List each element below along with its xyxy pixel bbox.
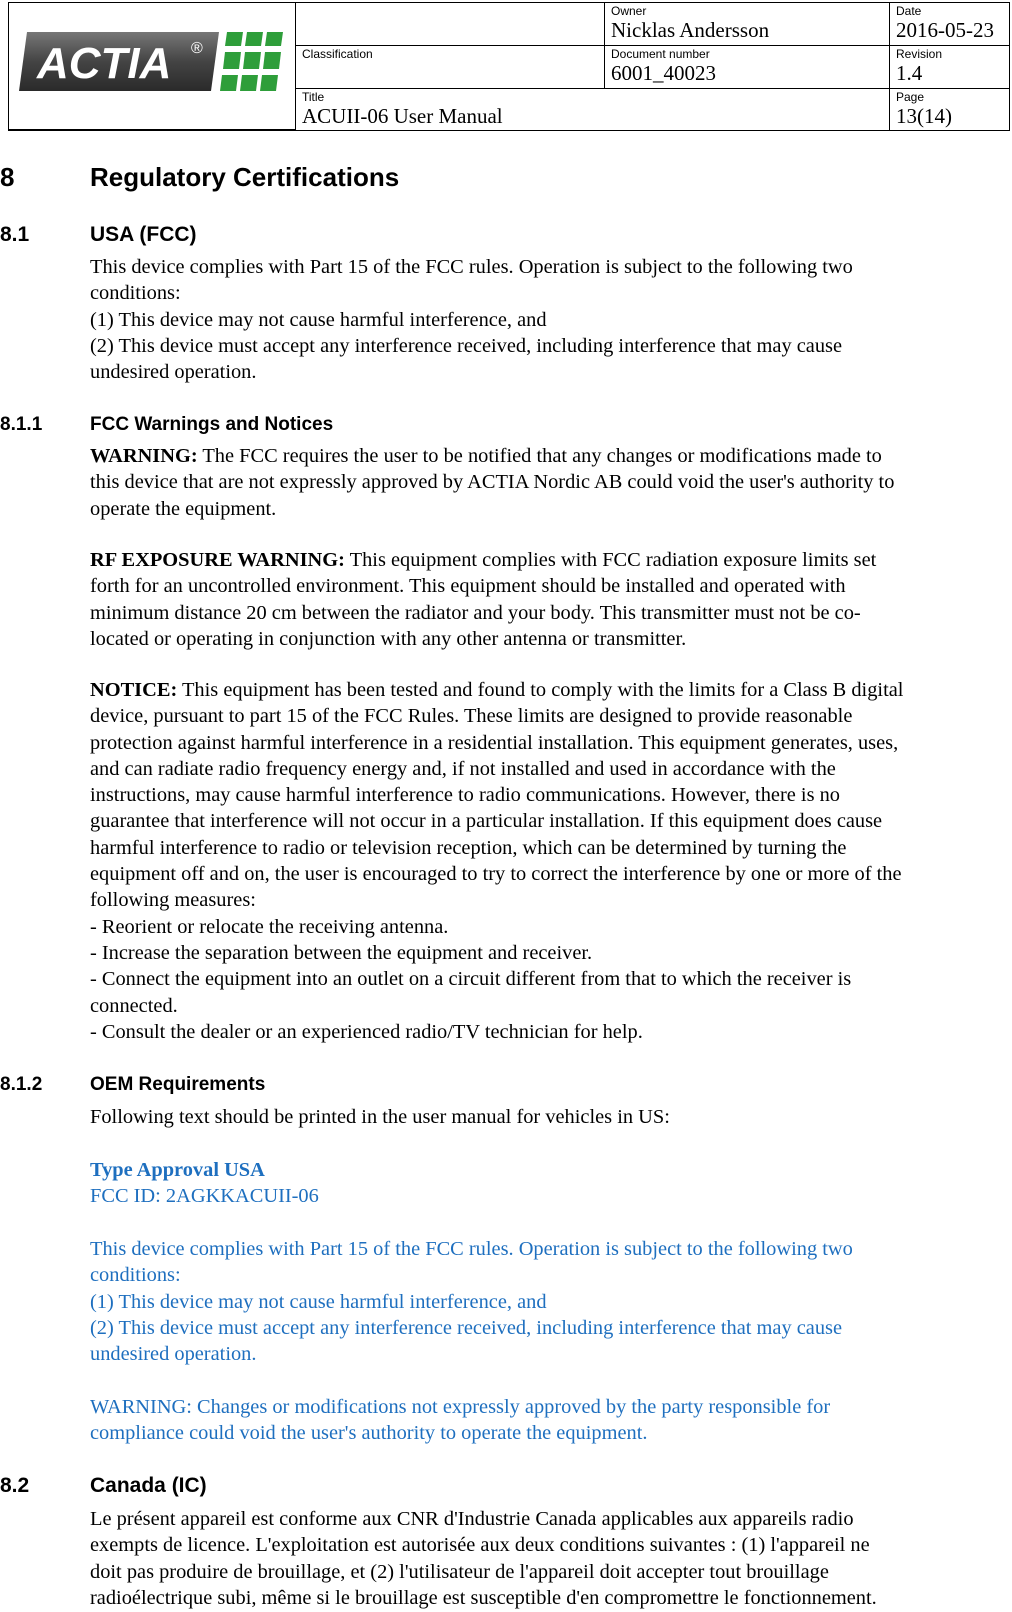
type-approval-block [90, 1157, 1005, 1210]
text-line: WARNING: Changes or modifications not expressly approved by the party responsible for [90, 1396, 831, 1418]
text-line: - Reorient or relocate the receiving antenna. [90, 915, 449, 938]
owner-label: Owner [611, 4, 647, 18]
owner-cell [605, 3, 890, 46]
text-line: Following text should be printed in the user manual for vehicles in US: [90, 1106, 670, 1128]
logo-cell [9, 3, 296, 130]
text-line: following measures: [90, 889, 256, 912]
revision-label: Revision [896, 47, 943, 61]
text-line: The FCC requires the user to be notified that any changes or modifications made to [197, 445, 882, 467]
text-line: undesired operation. [90, 361, 257, 384]
text-line: undesired operation. [90, 1343, 257, 1366]
date-cell [890, 3, 1009, 46]
section-number: 8.1.1 [0, 414, 43, 435]
svg-text:®: ® [191, 40, 203, 57]
notice-paragraph [90, 677, 1005, 1045]
title-label: Title [302, 90, 325, 104]
date-label: Date [896, 4, 922, 18]
document-number-cell [605, 46, 890, 89]
text-line: device, pursuant to part 15 of the FCC Rules. These limits are designed to provide reasonable [90, 705, 853, 728]
text-line: This equipment has been tested and found to comply with the limits for a Class B digital [177, 679, 904, 701]
text-line: protection against harmful interference in a residential installation. This equipment generates, uses, [90, 731, 899, 754]
text-line: (1) This device may not cause harmful interference, and [90, 1290, 547, 1313]
text-line: forth for an uncontrolled environment. This equipment should be installed and operated with [90, 575, 846, 598]
canada-paragraph [90, 1506, 1005, 1611]
section-number: 8.1.2 [0, 1074, 43, 1095]
oem-intro [90, 1104, 1005, 1130]
actia-logo [15, 29, 285, 99]
page-label: Page [896, 90, 925, 104]
page-value: 13(14) [896, 104, 952, 128]
title-cell [296, 89, 890, 130]
rf-exposure-paragraph [90, 547, 1005, 652]
svg-text:ACTIA: ACTIA [37, 39, 172, 88]
section-title: Regulatory Certifications [90, 162, 400, 192]
text-line: instructions, may cause harmful interference to radio communications. However, there is no [90, 784, 840, 807]
section-number: 8 [0, 162, 15, 192]
text-line: compliance could void the user's authority to operate the equipment. [90, 1422, 648, 1445]
text-line: minimum distance 20 cm between the radiator and your body. This transmitter must not be co- [90, 601, 861, 624]
section-title: USA (FCC) [90, 223, 197, 246]
title-value: ACUII-06 User Manual [302, 104, 503, 128]
section-number: 8.2 [0, 1474, 30, 1497]
classification-cell [296, 46, 605, 89]
text-line: located or operating in conjunction with any other antenna or transmitter. [90, 627, 687, 650]
text-line: and can radiate radio frequency energy and, if not installed and used in accordance with the [90, 757, 836, 780]
fcc-warning-paragraph [90, 443, 1005, 522]
text-line: operate the equipment. [90, 497, 277, 520]
fcc-id: FCC ID: 2AGKKACUII-06 [90, 1185, 319, 1208]
text-line: - Consult the dealer or an experienced radio/TV technician for help. [90, 1020, 643, 1043]
revision-value: 1.4 [896, 61, 923, 85]
text-line: this device that are not expressly approved by ACTIA Nordic AB could void the user's authority to [90, 471, 895, 494]
text-line: (2) This device must accept any interference received, including interference that may cause [90, 1316, 843, 1339]
text-line: equipment off and on, the user is encouraged to try to correct the interference by one or more of the [90, 863, 902, 886]
text-line: connected. [90, 994, 178, 1017]
document-number-label: Document number [611, 47, 710, 61]
text-line: - Increase the separation between the equipment and receiver. [90, 941, 593, 964]
section-title: OEM Requirements [90, 1074, 266, 1095]
text-line: radioélectrique subi, même si le brouillage est susceptible d'en compromettre le fonctionnement. [90, 1586, 877, 1609]
text-line: Le présent appareil est conforme aux CNR d'Industrie Canada applicables aux appareils radio [90, 1508, 854, 1530]
section-title: Canada (IC) [90, 1474, 207, 1497]
warning-label: WARNING: [90, 445, 198, 467]
classification-label: Classification [302, 47, 373, 61]
text-line: doit pas produire de brouillage, et (2) l'utilisateur de l'appareil doit accepter tout brouillage [90, 1560, 829, 1583]
notice-label: NOTICE: [90, 679, 178, 701]
text-line: conditions: [90, 1264, 181, 1287]
text-line: - Connect the equipment into an outlet on a circuit different from that to which the receiver is [90, 968, 852, 991]
blank-cell [296, 3, 605, 46]
document-number-value: 6001_40023 [611, 61, 716, 85]
section-number: 8.1 [0, 223, 30, 246]
oem-compliance-paragraph [90, 1236, 1005, 1367]
owner-value: Nicklas Andersson [611, 18, 770, 42]
text-line: (1) This device may not cause harmful interference, and [90, 308, 547, 331]
document-header [8, 2, 1010, 131]
text-line: This device complies with Part 15 of the FCC rules. Operation is subject to the following two [90, 256, 853, 278]
text-line: This equipment complies with FCC radiation exposure limits set [344, 549, 877, 571]
text-line: conditions: [90, 282, 181, 305]
text-line: (2) This device must accept any interference received, including interference that may cause [90, 334, 843, 357]
rf-warning-label: RF EXPOSURE WARNING: [90, 549, 345, 571]
text-line: harmful interference to radio or television reception, which can be determined by turning the [90, 836, 847, 859]
text-line: exempts de licence. L'exploitation est autorisée aux deux conditions suivantes : (1) l'appareil ne [90, 1534, 870, 1557]
text-line: This device complies with Part 15 of the FCC rules. Operation is subject to the following two [90, 1238, 853, 1260]
text-line: guarantee that interference will not occur in a particular installation. If this equipment does cause [90, 810, 883, 833]
type-approval-heading: Type Approval USA [90, 1159, 265, 1181]
oem-warning-paragraph [90, 1394, 1005, 1447]
fcc-compliance-paragraph [90, 254, 1005, 385]
date-value: 2016-05-23 [896, 18, 994, 42]
revision-cell [890, 46, 1009, 89]
section-title: FCC Warnings and Notices [90, 414, 334, 435]
page-cell [890, 89, 1009, 130]
